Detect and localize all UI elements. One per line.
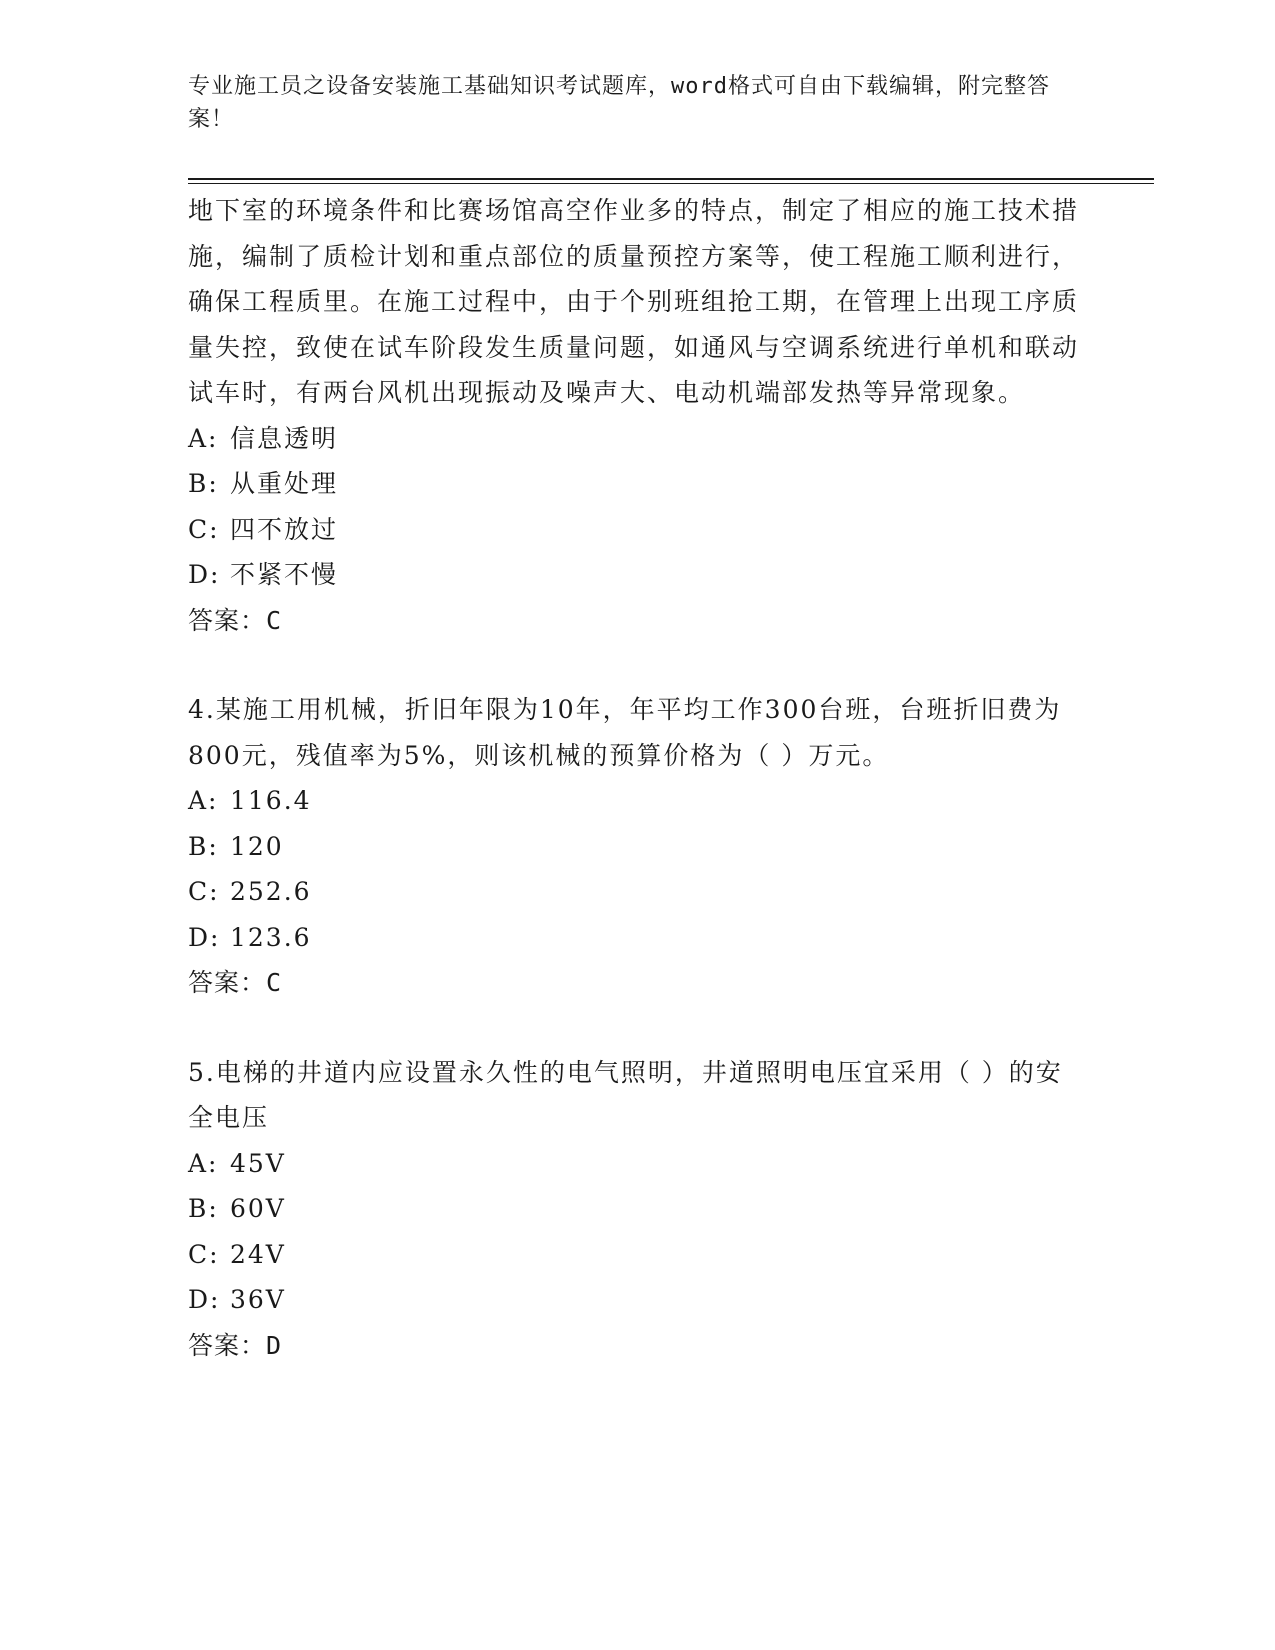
document-header: 专业施工员之设备安装施工基础知识考试题库，word格式可自由下载编辑，附完整答案！ — [188, 74, 1050, 132]
option-label: B: — [188, 469, 219, 498]
option-c — [188, 869, 1088, 915]
option-label: D: — [188, 560, 221, 589]
option-d — [188, 915, 1088, 961]
option-label: C: — [188, 877, 220, 906]
option-a — [188, 1141, 1088, 1187]
option-text: 123.6 — [230, 922, 312, 952]
option-label: A: — [188, 423, 219, 453]
option-text: 不紧不慢 — [230, 560, 339, 589]
option-d — [188, 552, 1088, 598]
question-5 — [188, 1050, 1088, 1369]
option-label: B: — [188, 1194, 219, 1223]
answer: 答案：C — [188, 968, 283, 997]
option-label: D: — [188, 922, 221, 952]
header-divider-thin — [188, 183, 1154, 184]
option-text: 24V — [230, 1239, 286, 1269]
option-label: A: — [188, 786, 219, 815]
answer: 答案：D — [188, 1330, 283, 1360]
option-label: A: — [188, 1148, 219, 1178]
option-text: 60V — [230, 1194, 286, 1223]
option-text: 四不放过 — [230, 514, 339, 544]
option-b — [188, 824, 1088, 870]
option-c — [188, 1232, 1088, 1278]
question-3 — [188, 188, 1088, 643]
option-text: 252.6 — [230, 877, 312, 906]
option-b — [188, 1186, 1088, 1232]
header-divider-thick — [188, 178, 1154, 180]
option-text: 116.4 — [230, 786, 312, 815]
option-label: C: — [188, 514, 220, 544]
question-text: 5.电梯的井道内应设置永久性的电气照明，井道照明电压宜采用（ ）的安全电压 — [188, 1057, 1063, 1132]
option-d — [188, 1277, 1088, 1323]
question-text: 地下室的环境条件和比赛场馆高空作业多的特点，制定了相应的施工技术措施，编制了质检计划和重点部位的质量预控方案等，使工程施工顺利进行，确保工程质里。在施工过程中，由于个别班组抢工期，在管理上出现工序质量失控，致使在试车阶段发生质量问题，如通风与空调系统进行单机和联动试车时，有两台风机出现振动及噪声大、电动机端部发热等异常现象。 — [188, 196, 1080, 407]
option-text: 45V — [230, 1148, 286, 1178]
option-text: 信息透明 — [230, 423, 339, 453]
question-4 — [188, 687, 1088, 1006]
document-body — [188, 188, 1088, 1368]
option-text: 120 — [230, 831, 284, 861]
option-label: C: — [188, 1239, 220, 1269]
option-a — [188, 778, 1088, 824]
option-label: D: — [188, 1285, 221, 1314]
option-text: 从重处理 — [230, 469, 339, 498]
answer: 答案：C — [188, 605, 283, 635]
option-c — [188, 507, 1088, 553]
option-text: 36V — [230, 1285, 286, 1314]
option-a — [188, 416, 1088, 462]
option-label: B: — [188, 831, 219, 861]
question-text: 4.某施工用机械，折旧年限为10年，年平均工作300台班，台班折旧费为800元，残值率为5%，则该机械的预算价格为（ ）万元。 — [188, 695, 1062, 770]
option-b — [188, 461, 1088, 507]
